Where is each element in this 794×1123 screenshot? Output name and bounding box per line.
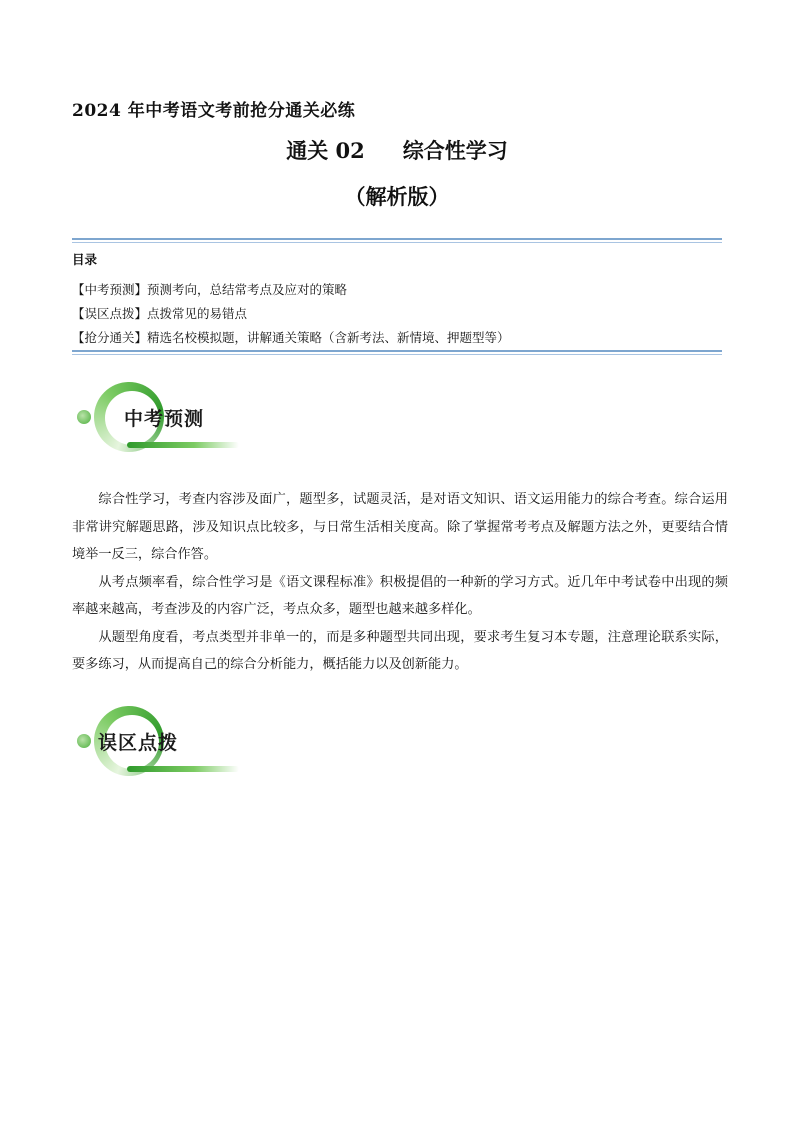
main-title (0, 135, 794, 165)
section-header-prediction (72, 382, 252, 462)
paragraph: 从题型角度看，考点类型并非单一的，而是多种题型共同出现，要求考生复习本专题，注意理论联系实际，要多练习，从而提高自己的综合分析能力，概括能力以及创新能力。 (72, 629, 728, 672)
toc-item-tag: 【中考预测】 (72, 282, 148, 297)
green-dot-icon (77, 410, 91, 424)
section-label: 中考预测 (124, 408, 205, 430)
sub-title: （解析版） (344, 185, 450, 209)
toc-item-text: 预测考向，总结常考点及应对的策略 (147, 282, 348, 297)
toc-item (72, 302, 722, 326)
toc-top-rule (72, 238, 722, 243)
section-header-pitfalls (72, 706, 252, 786)
paragraph: 从考点频率看，综合性学习是《语文课程标准》积极提倡的一种新的学习方式。近几年中考试卷中出现的频率越来越高，考查涉及的内容广泛，考点众多，题型也越来越多样化。 (72, 574, 728, 617)
toc-item-tag: 【误区点拨】 (72, 306, 148, 321)
toc-item-tag: 【抢分通关】 (72, 330, 148, 345)
series-title: 2024 年中考语文考前抢分通关必练 (72, 101, 356, 121)
main-title-number: 通关 02 (286, 138, 365, 163)
toc-bottom-rule (72, 350, 722, 355)
green-dot-icon (77, 734, 91, 748)
table-of-contents (72, 250, 722, 350)
green-underline-bar (127, 766, 239, 772)
toc-item (72, 278, 722, 302)
toc-heading: 目录 (72, 252, 98, 267)
main-title-text: 综合性学习 (402, 139, 508, 163)
paragraph: 综合性学习，考查内容涉及面广，题型多，试题灵活，是对语文知识、语文运用能力的综合考查。综合运用非常讲究解题思路，涉及知识点比较多，与日常生活相关度高。除了掌握常考考点及解题方法之外，更要结合情境举一反三，综合作答。 (72, 492, 728, 562)
green-underline-bar (127, 442, 239, 448)
toc-item (72, 326, 722, 350)
prediction-body (72, 486, 728, 679)
section-label: 误区点拨 (98, 732, 179, 754)
toc-item-text: 精选名校模拟题，讲解通关策略（含新考法、新情境、押题型等） (147, 330, 510, 345)
toc-item-text: 点拨常见的易错点 (147, 306, 248, 321)
